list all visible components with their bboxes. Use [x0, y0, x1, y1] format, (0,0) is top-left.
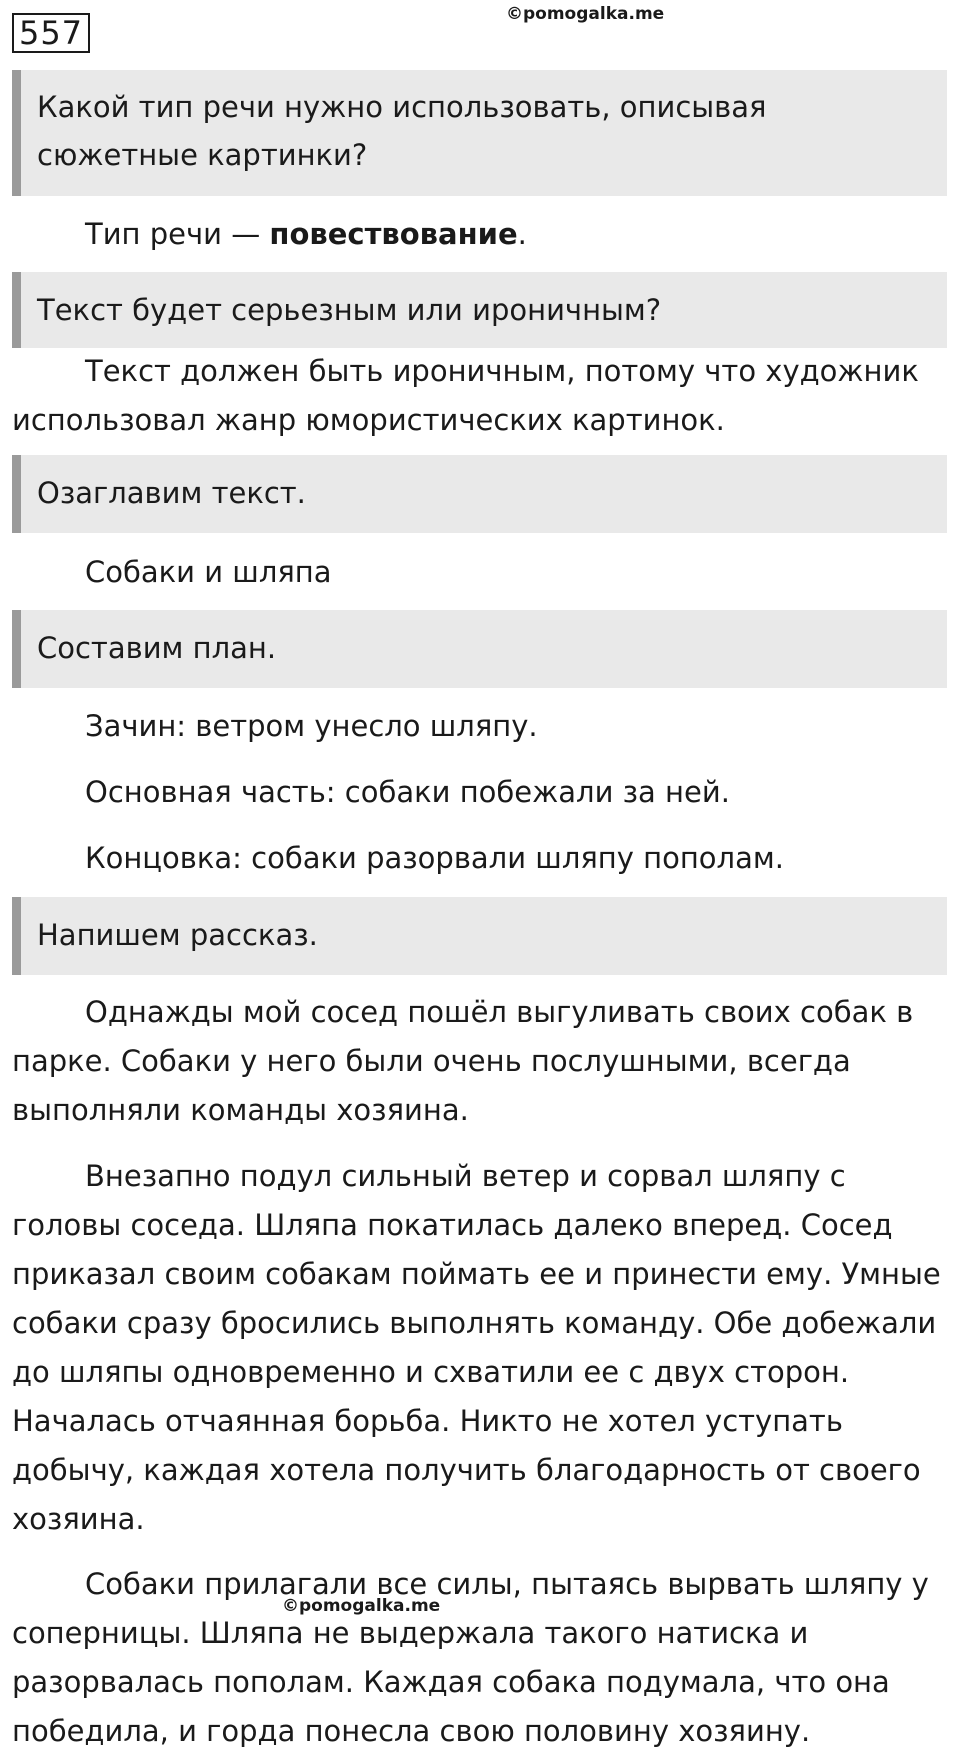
question-story [12, 897, 947, 975]
answer-title: Собаки и шляпа [85, 555, 332, 589]
question-text: Озаглавим текст. [37, 476, 306, 510]
question-speech-type [12, 70, 947, 196]
question-text: Текст будет серьезным или ироничным? [37, 293, 662, 327]
question-text: Напишем рассказ. [37, 918, 318, 952]
question-title [12, 455, 947, 533]
plan-item-opening: Зачин: ветром унесло шляпу. [85, 709, 538, 743]
story-paragraph-1: Однажды мой сосед пошёл выгуливать своих собак в парке. Собаки у него были очень послушными, всегда выполняли команды хозяина. [12, 995, 914, 1127]
answer-suffix: . [517, 217, 527, 251]
question-tone [12, 272, 947, 348]
question-plan [12, 610, 947, 688]
answer-speech-type [12, 210, 945, 259]
plan-item-ending: Концовка: собаки разорвали шляпу пополам. [85, 841, 784, 875]
question-text: Составим план. [37, 631, 277, 665]
task-number: 557 [12, 13, 90, 53]
plan-item-main: Основная часть: собаки побежали за ней. [85, 775, 730, 809]
watermark-top: ©pomogalka.me [506, 4, 665, 24]
question-text: Какой тип речи нужно использовать, описывая сюжетные картинки? [37, 90, 767, 172]
story-paragraph-3: Собаки прилагали все силы, пытаясь вырвать шляпу у соперницы. Шляпа не выдержала такого натиска и разорвалась пополам. Каждая собака подумала, что она победила, и горда понесла свою половину хозяину. [12, 1567, 929, 1748]
answer-prefix: Тип речи — [85, 217, 270, 251]
answer-tone: Текст должен быть ироничным, потому что художник использовал жанр юмористических картинок. [12, 354, 919, 437]
answer-bold-term: повествование [269, 217, 518, 251]
story-paragraph-2: Внезапно подул сильный ветер и сорвал шляпу с головы соседа. Шляпа покатилась далеко вперед. Сосед приказал своим собакам поймать ее и принести ему. Умные собаки сразу бросились выполнять команду. Обе добежали до шляпы одновременно и схватили ее с двух сторон. Началась отчаянная борьба. Никто не хотел уступать добычу, каждая хотела получить благодарность от своего хозяина. [12, 1159, 941, 1536]
watermark-middle: ©pomogalka.me [282, 1596, 441, 1616]
